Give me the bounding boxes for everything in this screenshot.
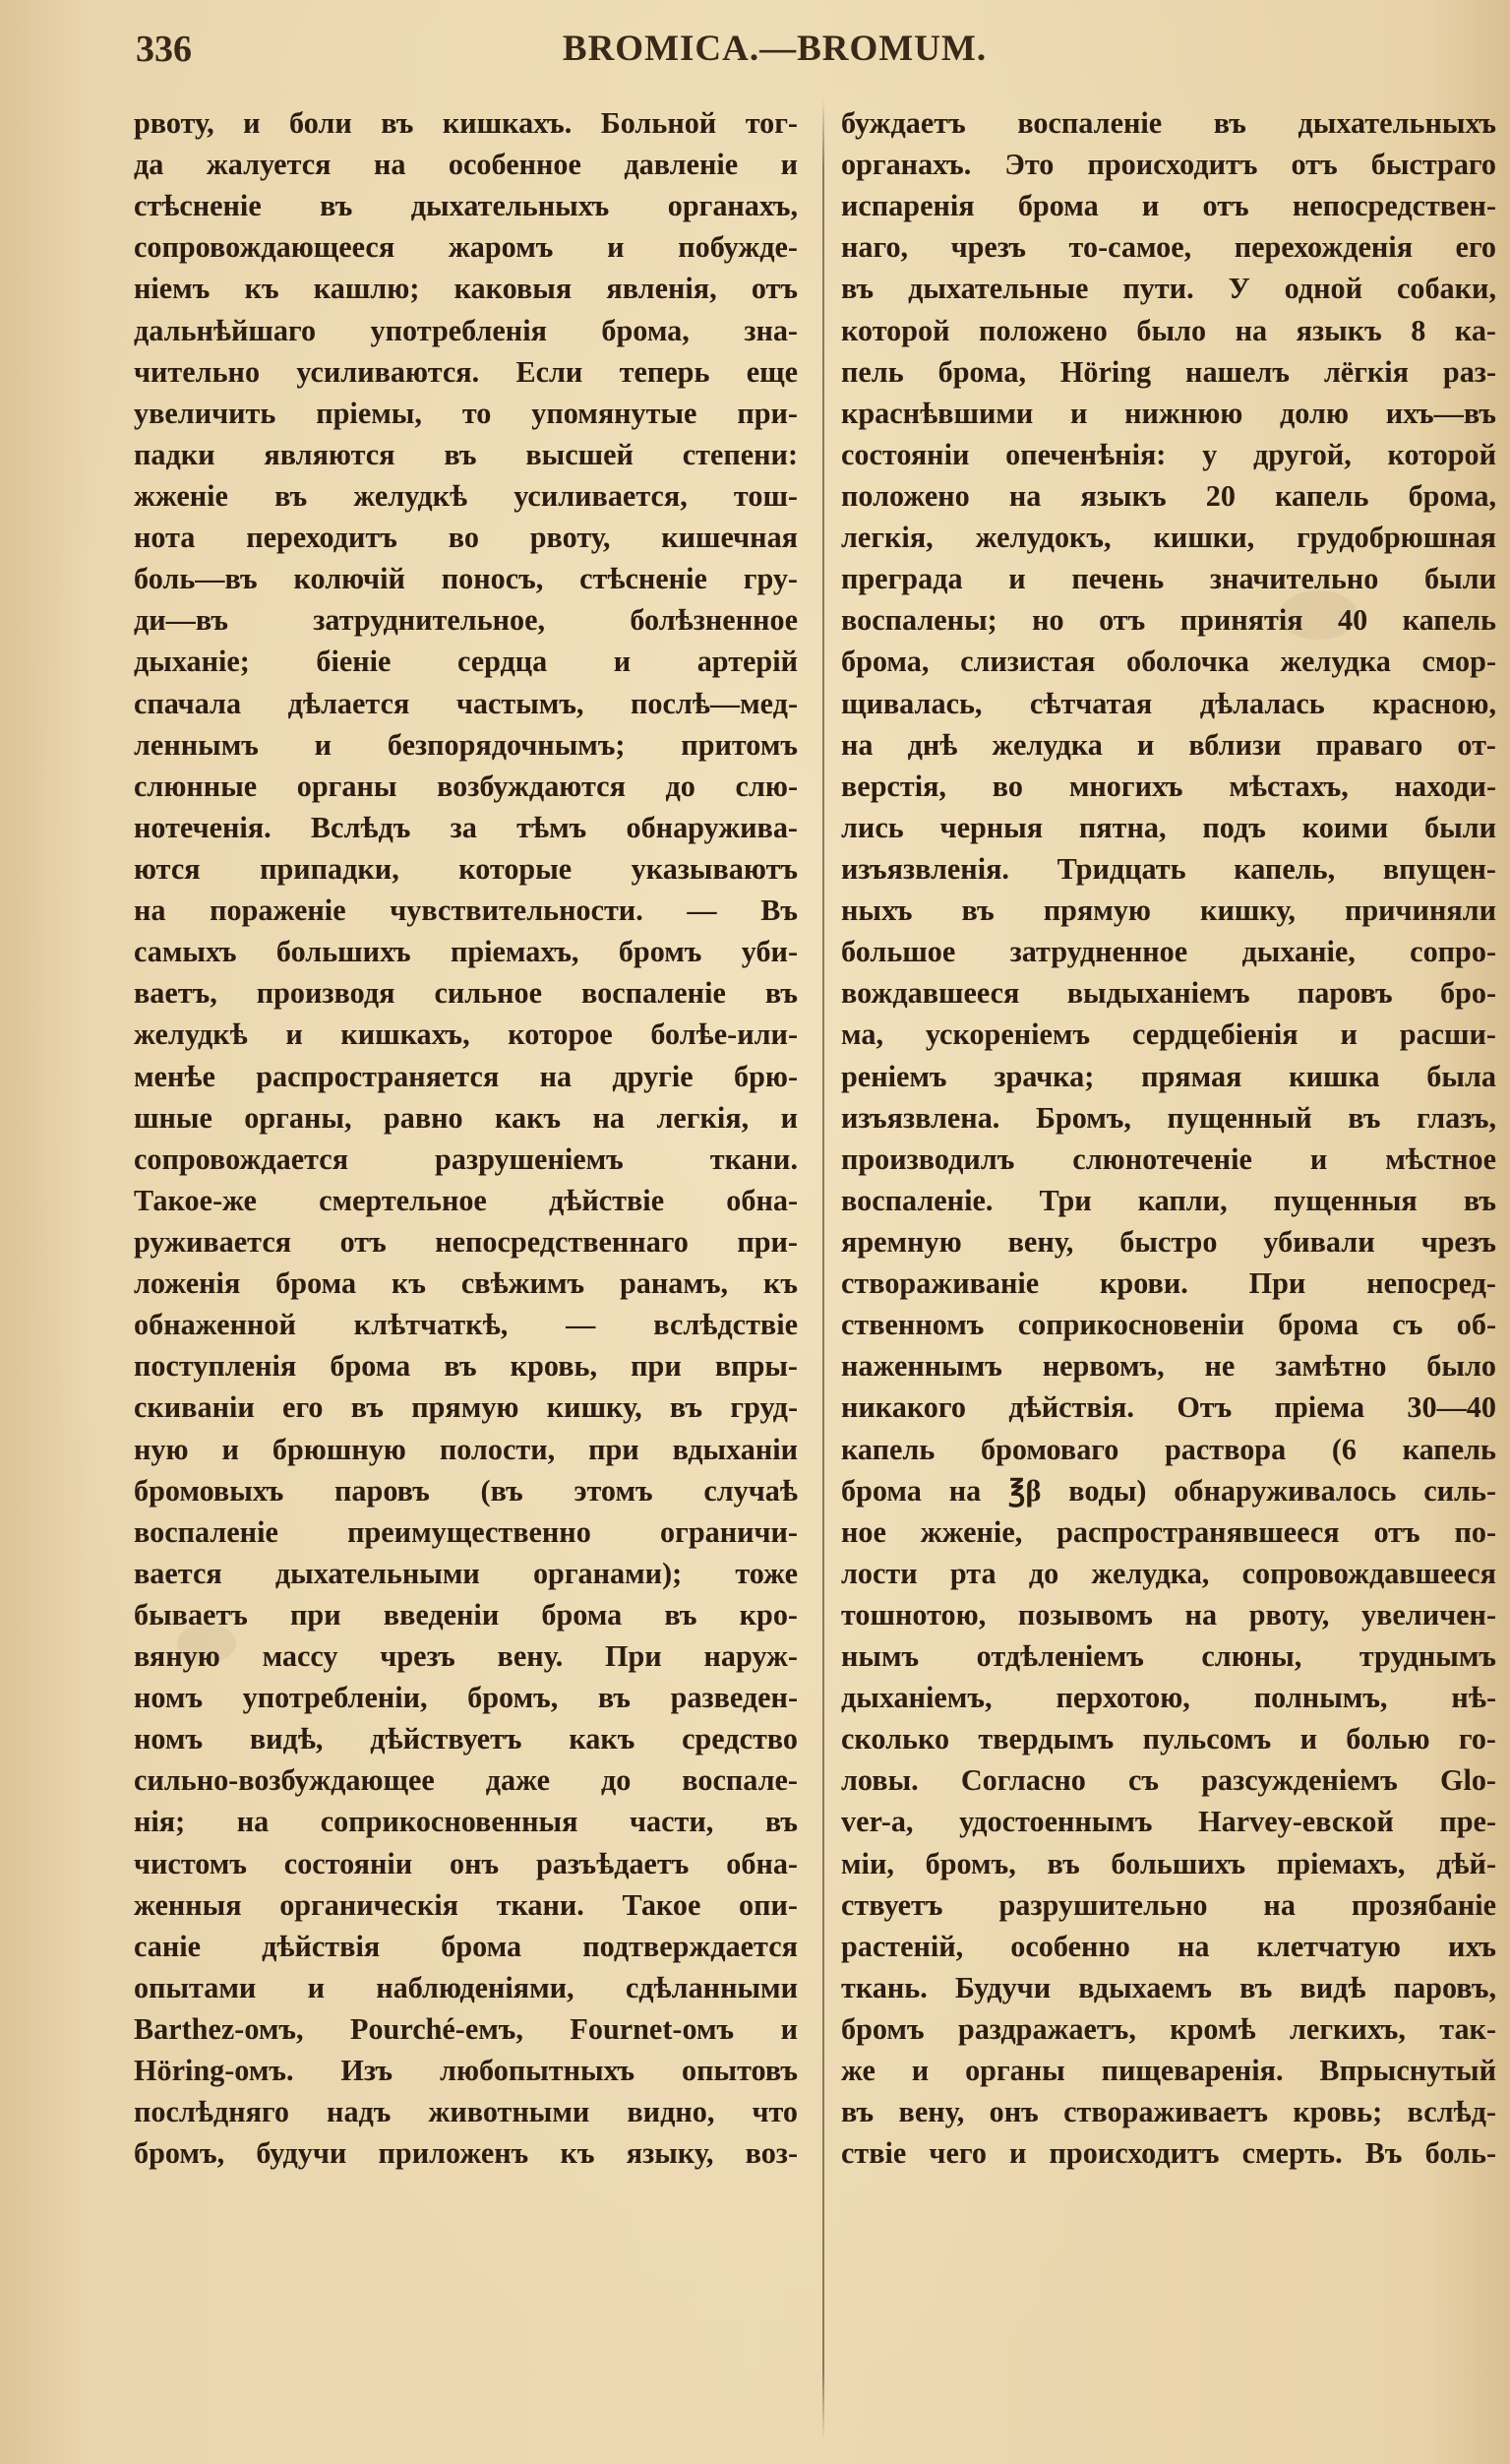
text-line: капель бромоваго раствора (6 капель: [841, 1432, 1496, 1466]
text-line: производилъ слюнотеченіе и мѣстное: [841, 1141, 1496, 1176]
text-line: обнаженной клѣтчаткѣ, — вслѣдствіе: [134, 1308, 798, 1342]
text-line: ственномъ соприкосновеніи брома съ об-: [841, 1308, 1496, 1342]
text-line: въ дыхательные пути. У одной собаки,: [841, 272, 1496, 306]
text-line: же и органы пищеваренія. Впрыснутый: [841, 2054, 1496, 2088]
text-line: ди—въ затруднительное, болѣзненное: [134, 603, 798, 638]
text-line: на пораженіе чувствительности. — Въ: [134, 893, 798, 928]
text-line: самыхъ большихъ пріемахъ, бромъ уби-: [134, 935, 798, 969]
text-line: увеличить пріемы, то упомянутые при-: [134, 396, 798, 430]
text-line: вождавшееся выдыханіемъ паровъ бро-: [841, 976, 1496, 1011]
text-line: саніе дѣйствія брома подтверждается: [134, 1929, 798, 1963]
text-line: дыханіе; біеніе сердца и артерій: [134, 645, 798, 679]
text-line: ложенія брома къ свѣжимъ ранамъ, къ: [134, 1266, 798, 1301]
text-line: ловы. Согласно съ разсужденіемъ Glo-: [841, 1763, 1496, 1798]
text-line: которой положено было на языкъ 8 ка-: [841, 313, 1496, 347]
text-line: бромъ раздражаетъ, кромѣ легкихъ, так-: [841, 2012, 1496, 2047]
text-line: поступленія брома въ кровь, при впры-: [134, 1349, 798, 1384]
text-line: спачала дѣлается частымъ, послѣ—мед-: [134, 686, 798, 720]
text-line: брома на ℥β воды) обнаруживалось силь-: [841, 1473, 1496, 1508]
text-line: растеній, особенно на клетчатую ихъ: [841, 1929, 1496, 1963]
text-line: ткань. Будучи вдыхаемъ въ видѣ паровъ,: [841, 1970, 1496, 2004]
text-line: тошнотою, позывомъ на рвоту, увеличен-: [841, 1597, 1496, 1632]
text-line: ма, ускореніемъ сердцебіенія и расши-: [841, 1017, 1496, 1052]
text-line: нотеченія. Вслѣдъ за тѣмъ обнаружива-: [134, 810, 798, 844]
text-line: вяную массу чрезъ вену. При наруж-: [134, 1639, 798, 1674]
text-line: никакого дѣйствія. Отъ пріема 30—40: [841, 1390, 1496, 1425]
text-line: створаживаніе крови. При непосред-: [841, 1266, 1496, 1301]
text-line: верстія, во многихъ мѣстахъ, находи-: [841, 769, 1496, 803]
text-line: лись черныя пятна, подъ коими были: [841, 810, 1496, 844]
text-line: ствіе чего и происходитъ смерть. Въ боль-: [841, 2136, 1496, 2171]
text-line: ное жженіе, распространявшееся отъ по-: [841, 1514, 1496, 1549]
text-line: рвоту, и боли въ кишкахъ. Больной тог-: [134, 106, 798, 140]
text-line: яремную вену, быстро убивали чрезъ: [841, 1224, 1496, 1259]
text-line: жженіе въ желудкѣ усиливается, тош-: [134, 478, 798, 513]
text-line: вается дыхательными органами); тоже: [134, 1556, 798, 1590]
text-line: Barthez-омъ, Pourché-емъ, Fournet-омъ и: [134, 2012, 798, 2047]
text-line: легкія, желудокъ, кишки, грудобрюшная: [841, 521, 1496, 555]
text-line: ваетъ, производя сильное воспаленіе въ: [134, 976, 798, 1011]
text-line: органахъ. Это происходитъ отъ быстраго: [841, 148, 1496, 182]
page-number: 336: [136, 29, 192, 70]
text-line: бываетъ при введеніи брома въ кро-: [134, 1597, 798, 1632]
text-line: воспалены; но отъ принятія 40 капель: [841, 603, 1496, 638]
text-line: стѣсненіе въ дыхательныхъ органахъ,: [134, 189, 798, 223]
text-line: шные органы, равно какъ на легкія, и: [134, 1100, 798, 1135]
text-line: большое затрудненное дыханіе, сопро-: [841, 935, 1496, 969]
text-line: наго, чрезъ то-самое, перехожденія его: [841, 230, 1496, 265]
text-line: воспаленіе преимущественно ограничи-: [134, 1514, 798, 1549]
text-line: дальнѣйшаго употребленія брома, зна-: [134, 313, 798, 347]
text-line: ствуетъ разрушительно на прозябаніе: [841, 1887, 1496, 1922]
text-line: состояніи опеченѣнія: у другой, которой: [841, 437, 1496, 471]
text-line: положено на языкъ 20 капель брома,: [841, 478, 1496, 513]
text-line: чистомъ состояніи онъ разъѣдаетъ обна-: [134, 1846, 798, 1880]
text-line: ніемъ къ кашлю; каковыя явленія, отъ: [134, 272, 798, 306]
text-line: боль—въ колючій поносъ, стѣсненіе гру-: [134, 562, 798, 596]
text-line: сколько твердымъ пульсомъ и болью го-: [841, 1722, 1496, 1756]
text-line: ную и брюшную полости, при вдыханіи: [134, 1432, 798, 1466]
text-line: изъязвлена. Бромъ, пущенный въ глазъ,: [841, 1100, 1496, 1135]
text-line: нота переходитъ во рвоту, кишечная: [134, 521, 798, 555]
text-line: руживается отъ непосредственнаго при-: [134, 1224, 798, 1259]
text-line: испаренія брома и отъ непосредствен-: [841, 189, 1496, 223]
text-line: леннымъ и безпорядочнымъ; притомъ: [134, 727, 798, 762]
text-line: нымъ отдѣленіемъ слюны, труднымъ: [841, 1639, 1496, 1674]
text-line: въ вену, онъ створаживаетъ кровь; вслѣд-: [841, 2095, 1496, 2129]
text-line: падки являются въ высшей степени:: [134, 437, 798, 471]
text-line: преграда и печень значительно были: [841, 562, 1496, 596]
text-line: изъязвленія. Тридцать капель, впущен-: [841, 851, 1496, 886]
text-line: брома, слизистая оболочка желудка смор-: [841, 645, 1496, 679]
left-text-column: [134, 102, 798, 2174]
text-line: пель брома, Höring нашелъ лёгкія раз-: [841, 354, 1496, 389]
text-line: менѣе распространяется на другіе брю-: [134, 1059, 798, 1093]
text-line: скиваніи его въ прямую кишку, въ груд-: [134, 1390, 798, 1425]
text-line: ver-а, удостоеннымъ Harvey-евской пре-: [841, 1805, 1496, 1839]
text-line: бромъ, будучи приложенъ къ языку, воз-: [134, 2136, 798, 2171]
text-line: сопровождающееся жаромъ и побужде-: [134, 230, 798, 265]
text-line: сопровождается разрушеніемъ ткани.: [134, 1141, 798, 1176]
text-line: наженнымъ нервомъ, не замѣтно было: [841, 1349, 1496, 1384]
text-line: ныхъ въ прямую кишку, причиняли: [841, 893, 1496, 928]
text-line: лости рта до желудка, сопровождавшееся: [841, 1556, 1496, 1590]
text-line: на днѣ желудка и вблизи праваго от-: [841, 727, 1496, 762]
text-line: опытами и наблюденіями, сдѣланными: [134, 1970, 798, 2004]
text-line: щивалась, сѣтчатая дѣлалась красною,: [841, 686, 1496, 720]
text-line: ются припадки, которые указываютъ: [134, 851, 798, 886]
text-line: номъ употребленіи, бромъ, въ разведен-: [134, 1681, 798, 1715]
text-line: да жалуется на особенное давленіе и: [134, 148, 798, 182]
text-line: слюнные органы возбуждаются до слю-: [134, 769, 798, 803]
text-line: женныя органическія ткани. Такое опи-: [134, 1887, 798, 1922]
text-line: Такое-же смертельное дѣйствіе обна-: [134, 1183, 798, 1217]
text-line: чительно усиливаются. Если теперь еще: [134, 354, 798, 389]
right-text-column: [841, 102, 1510, 2174]
column-divider: [822, 98, 824, 2440]
text-line: Höring-омъ. Изъ любопытныхъ опытовъ: [134, 2054, 798, 2088]
text-line: краснѣвшими и нижнюю долю ихъ—въ: [841, 396, 1496, 430]
text-line: номъ видѣ, дѣйствуетъ какъ средство: [134, 1722, 798, 1756]
running-head: BROMICA.—BROMUM.: [562, 29, 988, 69]
text-line: дыханіемъ, перхотою, полнымъ, нѣ-: [841, 1681, 1496, 1715]
text-line: реніемъ зрачка; прямая кишка была: [841, 1059, 1496, 1093]
text-line: желудкѣ и кишкахъ, которое болѣе-или-: [134, 1017, 798, 1052]
text-line: воспаленіе. Три капли, пущенныя въ: [841, 1183, 1496, 1217]
text-line: нія; на соприкосновенныя части, въ: [134, 1805, 798, 1839]
text-line: буждаетъ воспаленіе въ дыхательныхъ: [841, 106, 1496, 140]
text-line: міи, бромъ, въ большихъ пріемахъ, дѣй-: [841, 1846, 1496, 1880]
text-line: послѣдняго надъ животными видно, что: [134, 2095, 798, 2129]
text-line: сильно-возбуждающее даже до воспале-: [134, 1763, 798, 1798]
text-line: бромовыхъ паровъ (въ этомъ случаѣ: [134, 1473, 798, 1508]
